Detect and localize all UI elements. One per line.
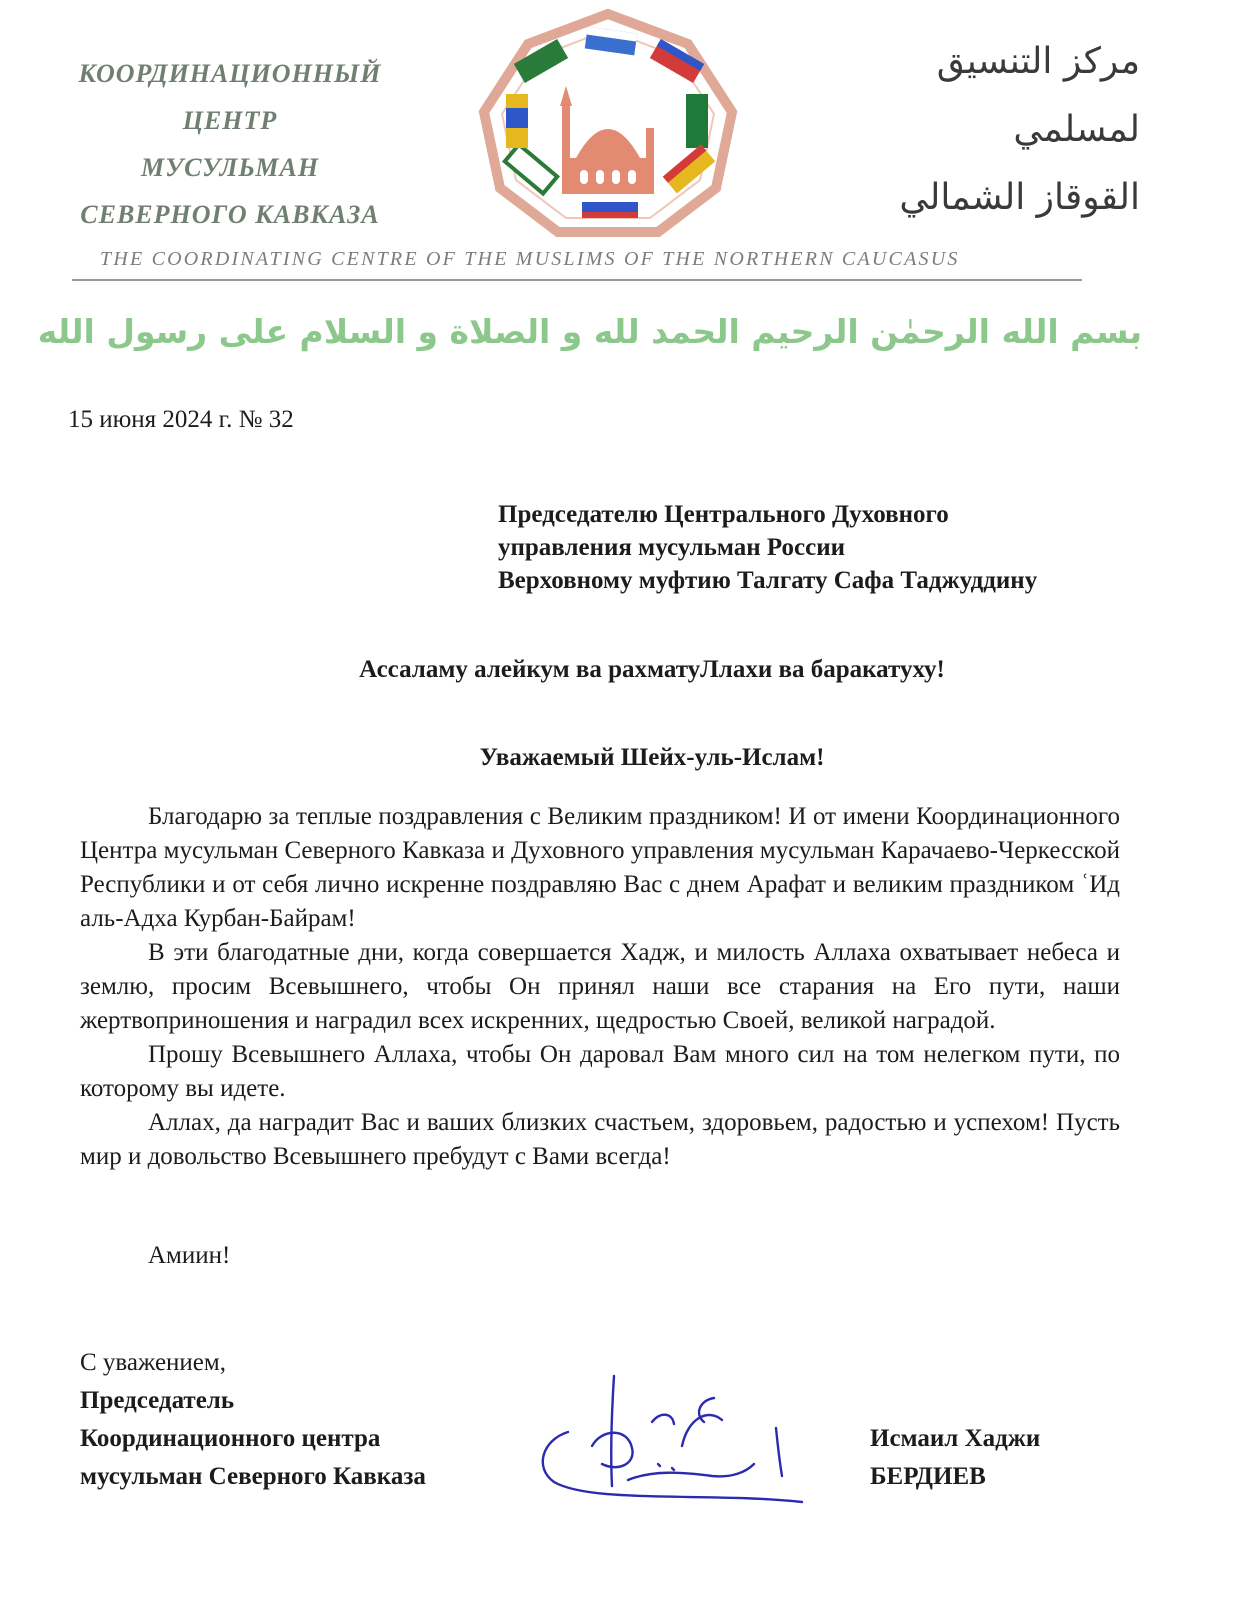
closing-title-line: мусульман Северного Кавказа — [80, 1463, 426, 1490]
body-paragraph: Аллах, да наградит Вас и ваших близких счастьем, здоровьем, радостью и успехом! Пусть мир и довольство Всевышнего пребудут с Вами всегда! — [80, 1109, 1120, 1170]
org-name-russian — [60, 50, 400, 238]
org-name-english: THE COORDINATING CENTRE OF THE MUSLIMS OF THE NORTHERN CAUCASUS — [100, 248, 960, 270]
letter-body — [80, 800, 1120, 1174]
org-name-arabic — [810, 28, 1140, 232]
body-paragraph: Прошу Всевышнего Аллаха, чтобы Он даровал Вам много сил на том нелегком пути, по которому вы идете. — [80, 1041, 1120, 1102]
signer-name — [870, 1420, 1040, 1496]
addressee-line: Верховному муфтию Талгату Сафа Таджуддину — [498, 567, 1038, 594]
addressee-line: Председателю Центрального Духовного — [498, 501, 949, 528]
org-name-arabic-line: لمسلمي — [1013, 109, 1140, 150]
closing-regards: С уважением, — [80, 1349, 226, 1376]
basmala: بسم الله الرحمٰن الرحيم الحمد لله و الصلاة و السلام على رسول الله — [37, 312, 1142, 351]
greeting: Ассаламу алейкум ва рахматуЛлахи ва баракатуху! — [359, 656, 945, 683]
org-name-arabic-line: مركز التنسيق — [936, 41, 1140, 82]
org-name-line: МУСУЛЬМАН — [140, 153, 320, 182]
addressee-block — [498, 498, 1158, 597]
org-name-line: СЕВЕРНОГО КАВКАЗА — [80, 200, 380, 229]
emblem-logo — [466, 8, 750, 240]
addressee-line: управления мусульман России — [498, 534, 845, 561]
org-name-line: ЦЕНТР — [182, 106, 278, 135]
body-paragraph: В эти благодатные дни, когда совершается Хадж, и милость Аллаха охватывает небеса и землю, просим Всевышнего, чтобы Он принял наши все старания на Его пути, наши жертвоприношения и наградил всех искренних, щедростью Своей, великой наградой. — [80, 939, 1120, 1034]
org-name-line: КООРДИНАЦИОННЫЙ — [78, 59, 382, 88]
closing-block — [80, 1344, 426, 1496]
closing-title-line: Координационного центра — [80, 1425, 381, 1452]
header-divider — [72, 279, 1082, 281]
handwritten-signature — [532, 1368, 822, 1518]
org-name-arabic-line: القوقاز الشمالي — [899, 177, 1140, 218]
salutation: Уважаемый Шейх-уль-Ислам! — [479, 744, 825, 771]
closing-title-line: Председатель — [80, 1387, 235, 1414]
body-paragraph: Благодарю за теплые поздравления с Великим праздником! И от имени Координационного Центра мусульман Северного Кавказа и Духовного управления мусульман Карачаево-Черкесской Республики и от себя лично искренне поздравляю Вас с днем Арафат и великим праздником ʿИд аль-Адха Курбан-Байрам! — [80, 803, 1120, 932]
date-and-number: 15 июня 2024 г. № 32 — [68, 406, 294, 433]
signer-name-line: Исмаил Хаджи — [870, 1425, 1041, 1452]
amen: Амиин! — [148, 1242, 231, 1269]
signer-name-line: БЕРДИЕВ — [870, 1463, 986, 1490]
